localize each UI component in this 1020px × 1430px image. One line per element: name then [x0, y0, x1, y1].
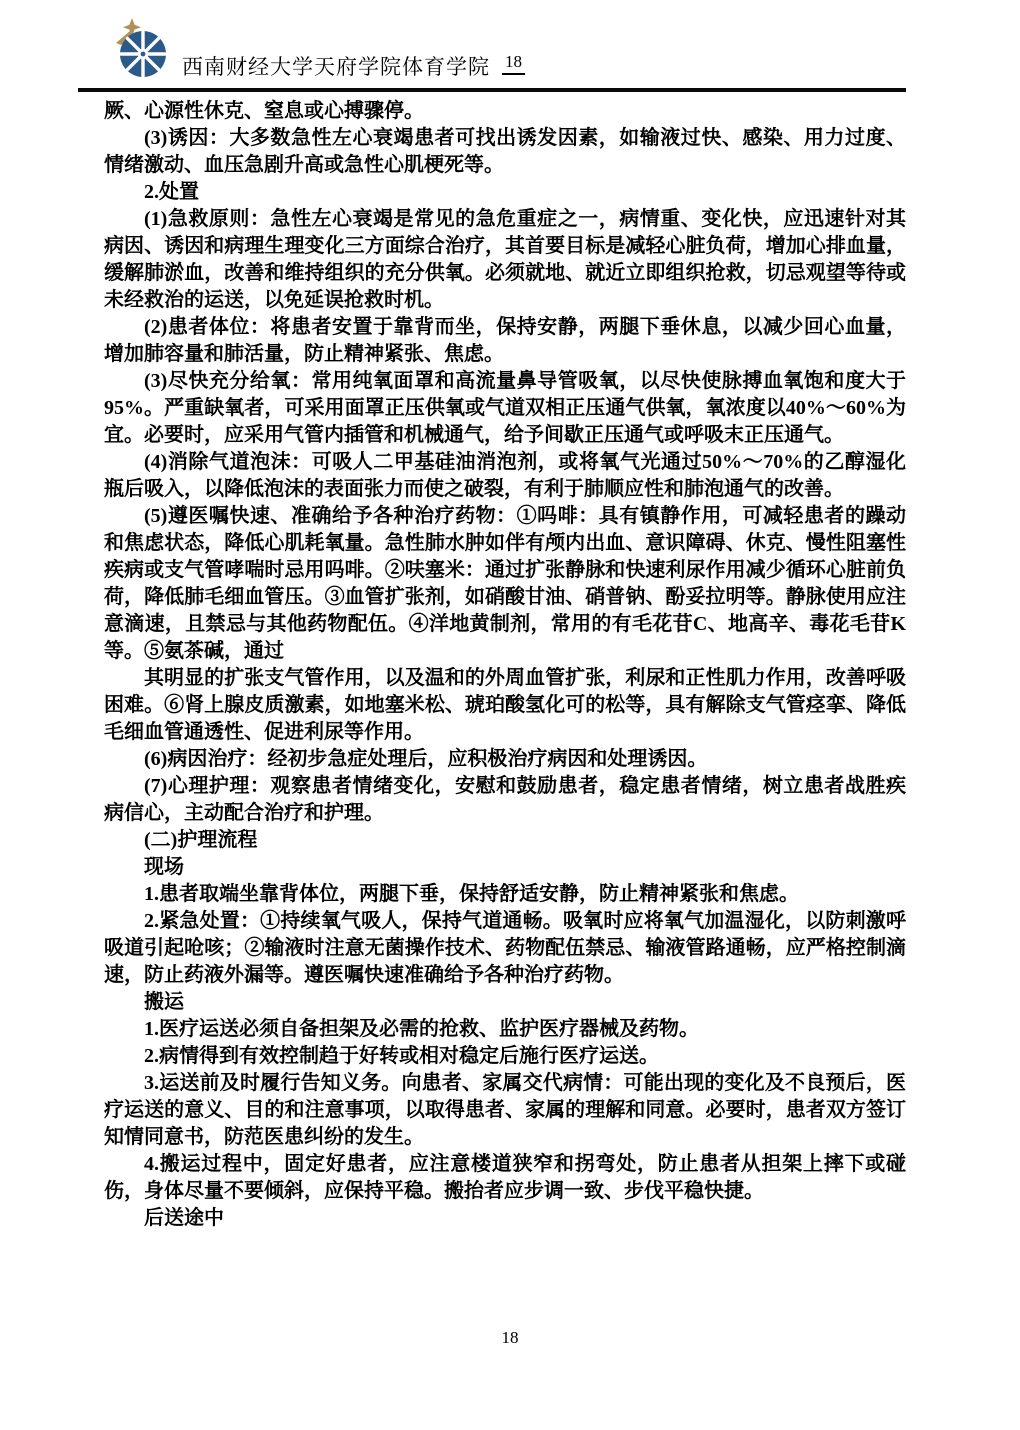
- paragraph-rescue-principle: (1)急救原则：急性左心衰竭是常见的急危重症之一，病情重、变化快，应迅速针对其病因、诱因和病理生理变化三方面综合治疗，其首要目标是减轻心脏负荷，增加心排血量，缓解肺淤血，改善和维持组织的充分供氧。必须就地、就近立即组织抢救，切忌观望等待或未经救治的运送，以免延误抢救时机。: [104, 208, 906, 311]
- header-page-number: 18: [502, 52, 525, 75]
- paragraph-medications: (5)遵医嘱快速、准确给予各种治疗药物：①吗啡：具有镇静作用，可减轻患者的躁动和焦虑状态，降低心肌耗氧量。急性肺水肿如伴有颅内出血、意识障碍、休克、慢性阻塞性疾病或支气管哮喘时忌用吗啡。②呋塞米：通过扩张静脉和快速利尿作用减少循环心脏前负荷，降低肺毛细血管压。③血管扩张剂，如硝酸甘油、硝普钠、酚妥拉明等。静脉使用应注意滴速，且禁忌与其他药物配伍。④洋地黄制剂，常用的有毛花苷C、地高辛、毒花毛苷K等。⑤氨茶碱，通过: [104, 505, 906, 662]
- paragraph-transport-item-4: 4.搬运过程中，固定好患者，应注意楼道狭窄和拐弯处，防止患者从担架上摔下或碰伤，身体尽量不要倾斜，应保持平稳。搬抬者应步调一致、步伐平稳快捷。: [104, 1153, 906, 1202]
- university-emblem-icon: [112, 18, 170, 78]
- heading-disposal: 2.处置: [144, 181, 199, 203]
- page-header: [78, 18, 906, 92]
- institution-name: 西南财经大学天府学院体育学院: [182, 55, 490, 79]
- document-body: [104, 98, 906, 1232]
- paragraph-patient-position: (2)患者体位：将患者安置于靠背而坐，保持安静，两腿下垂休息，以减少回心血量，增加肺容量和肺活量，防止精神紧张、焦虑。: [104, 316, 906, 365]
- heading-evacuation: 后送途中: [144, 1207, 224, 1229]
- paragraph-psychological-care: (7)心理护理：观察患者情绪变化，安慰和鼓励患者，稳定患者情绪，树立患者战胜疾病信心，主动配合治疗和护理。: [104, 775, 906, 824]
- paragraph-defoaming: (4)消除气道泡沫：可吸人二甲基硅油消泡剂，或将氧气光通过50%～70%的乙醇湿化瓶后吸入，以降低泡沫的表面张力而使之破裂，有利于肺顺应性和肺泡通气的改善。: [104, 451, 906, 500]
- heading-transport: 搬运: [144, 991, 184, 1013]
- heading-nursing-process: (二)护理流程: [144, 829, 258, 851]
- paragraph-scene-item-2: 2.紧急处置：①持续氧气吸人，保持气道通畅。吸氧时应将氧气加温湿化，以防刺激呼吸道引起呛咳；②输液时注意无菌操作技术、药物配伍禁忌、输液管路通畅，应严格控制滴速，防止药液外漏等。遵医嘱快速准确给予各种治疗药物。: [104, 910, 906, 986]
- footer-page-number: 18: [501, 1328, 519, 1347]
- paragraph-cause-treatment: (6)病因治疗：经初步急症处理后，应积极治疗病因和处理诱因。: [144, 748, 708, 770]
- paragraph-continuation: 厥、心源性休克、窒息或心搏骤停。: [104, 100, 424, 122]
- heading-on-scene: 现场: [144, 856, 184, 878]
- paragraph-transport-item-3: 3.运送前及时履行告知义务。向患者、家属交代病情：可能出现的变化及不良预后，医疗运送的意义、目的和注意事项，以取得患者、家属的理解和同意。必要时，患者双方签订知情同意书，防范医患纠纷的发生。: [104, 1072, 906, 1148]
- paragraph-trigger-factors: (3)诱因：大多数急性左心衰竭患者可找出诱发因素，如输液过快、感染、用力过度、情绪激动、血压急剧升高或急性心肌梗死等。: [104, 127, 906, 176]
- paragraph-transport-item-2: 2.病情得到有效控制趋于好转或相对稳定后施行医疗运送。: [144, 1045, 659, 1067]
- paragraph-transport-item-1: 1.医疗运送必须自备担架及必需的抢救、监护医疗器械及药物。: [144, 1018, 699, 1040]
- paragraph-scene-item-1: 1.患者取端坐靠背体位，两腿下垂，保持舒适安静，防止精神紧张和焦虑。: [144, 883, 799, 905]
- paragraph-medications-continued: 其明显的扩张支气管作用，以及温和的外周血管扩张，利尿和正性肌力作用，改善呼吸困难。⑥肾上腺皮质激素，如地塞米松、琥珀酸氢化可的松等，具有解除支气管痉挛、降低毛细血管通透性、促进利尿等作用。: [104, 667, 906, 743]
- paragraph-oxygen-supply: (3)尽快充分给氧：常用纯氧面罩和高流量鼻导管吸氧，以尽快使脉搏血氧饱和度大于95%。严重缺氧者，可采用面罩正压供氧或气道双相正压通气供氧，氧浓度以40%～60%为宜。必要时，应采用气管内插管和机械通气，给予间歇正压通气或呼吸末正压通气。: [104, 370, 906, 446]
